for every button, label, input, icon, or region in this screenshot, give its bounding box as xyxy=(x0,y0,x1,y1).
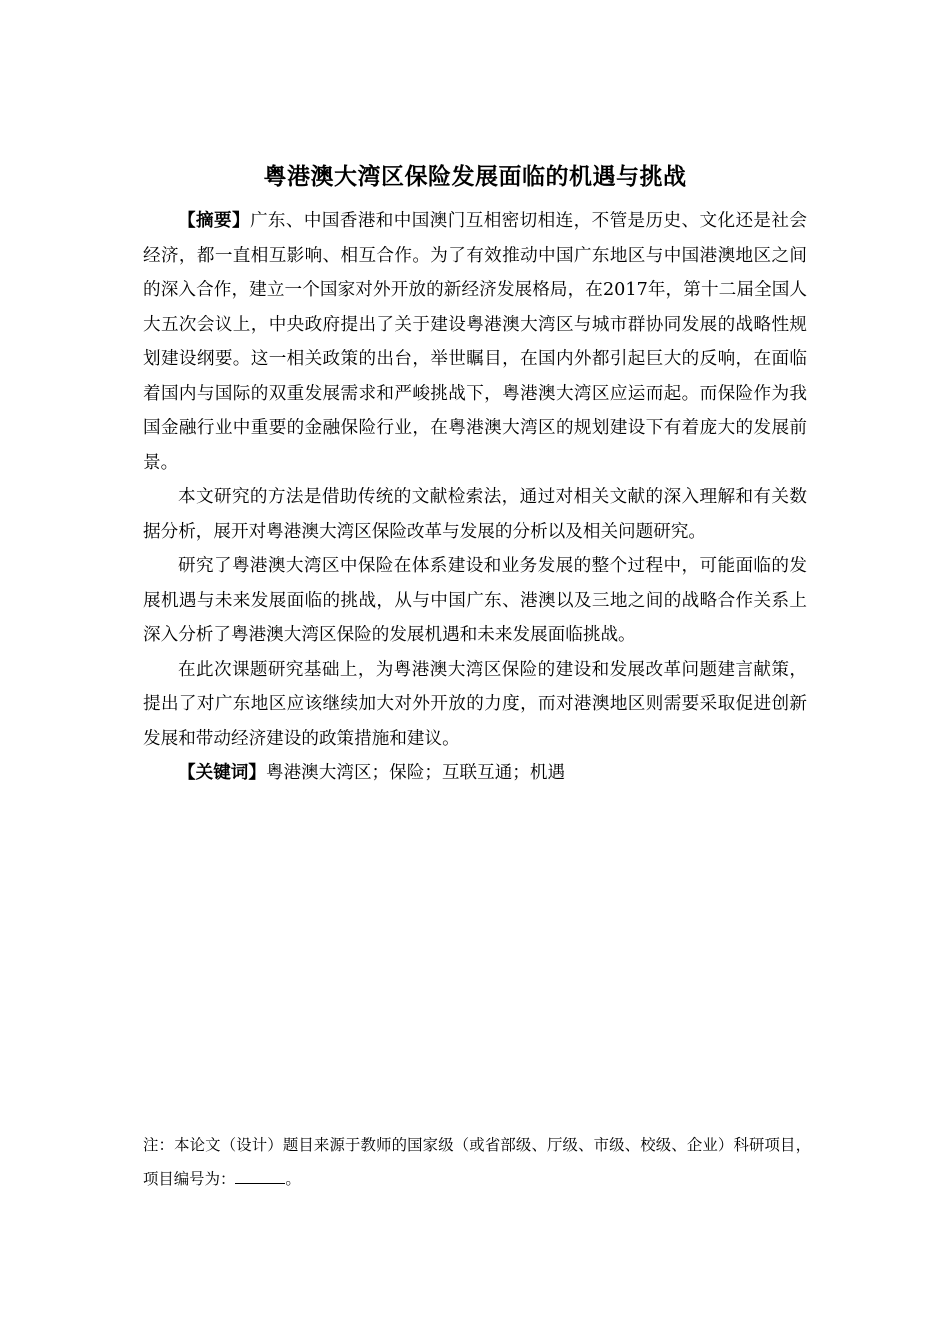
footnote xyxy=(143,1128,811,1196)
abstract-paragraph-4: 在此次课题研究基础上，为粤港澳大湾区保险的建设和发展改革问题建言献策，提出了对广东地区应该继续加大对外开放的力度，而对港澳地区则需要采取促进创新发展和带动经济建设的政策措施和建议。 xyxy=(143,659,807,749)
footnote-text: 注：本论文（设计）题目来源于教师的国家级（或省部级、厅级、市级、校级、企业）科研项目，项目编号为： xyxy=(143,1136,811,1188)
abstract-paragraph-3: 研究了粤港澳大湾区中保险在体系建设和业务发展的整个过程中，可能面临的发展机遇与未来发展面临的挑战，从与中国广东、港澳以及三地之间的战略合作关系上深入分析了粤港澳大湾区保险的发展机遇和未来发展面临挑战。 xyxy=(143,556,807,645)
abstract-label: 【摘要】 xyxy=(178,211,250,231)
keywords-label: 【关键词】 xyxy=(178,763,266,783)
abstract-paragraph-2: 本文研究的方法是借助传统的文献检索法，通过对相关文献的深入理解和有关数据分析，展开对粤港澳大湾区保险改革与发展的分析以及相关问题研究。 xyxy=(143,487,807,542)
paper-title: 粤港澳大湾区保险发展面临的机遇与挑战 xyxy=(263,164,687,190)
keywords-line xyxy=(143,756,807,791)
project-number-blank xyxy=(235,1169,285,1184)
footnote-suffix: 。 xyxy=(285,1170,301,1188)
abstract-text-1: 广东、中国香港和中国澳门互相密切相连，不管是历史、文化还是社会经济，都一直相互影响、相互合作。为了有效推动中国广东地区与中国港澳地区之间的深入合作，建立一个国家对外开放的新经济发展格局，在2017年，第十二届全国人大五次会议上，中央政府提出了关于建设粤港澳大湾区与城市群协同发展的战略性规划建设纲要。这一相关政策的出台，举世瞩目，在国内外都引起巨大的反响，在面临着国内与国际的双重发展需求和严峻挑战下，粤港澳大湾区应运而起。而保险作为我国金融行业中重要的金融保险行业，在粤港澳大湾区的规划建设下有着庞大的发展前景。 xyxy=(143,211,807,473)
abstract-section xyxy=(143,204,807,791)
abstract-paragraph-1 xyxy=(143,204,807,480)
keywords-text: 粤港澳大湾区；保险；互联互通；机遇 xyxy=(265,763,566,783)
